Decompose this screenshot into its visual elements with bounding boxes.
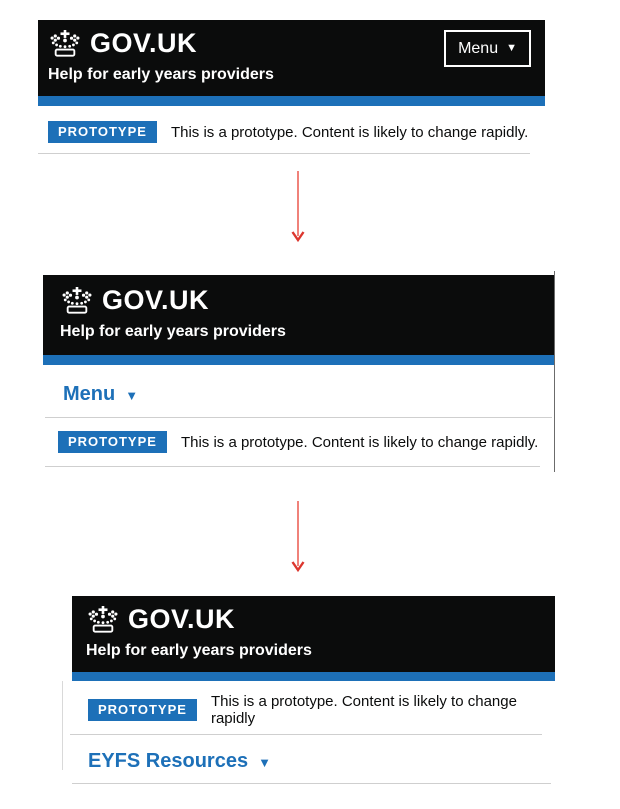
section-divider: [38, 153, 530, 154]
eyfs-resources-link-label: EYFS Resources: [88, 750, 249, 772]
govuk-header: [38, 20, 545, 96]
eyfs-resources-link[interactable]: [88, 750, 555, 773]
logo-row: [60, 285, 538, 316]
crown-icon: [60, 287, 94, 315]
prototype-text: This is a prototype. Content is likely to change rapidly.: [170, 123, 529, 141]
section-divider: [45, 417, 552, 418]
service-name: Help for early years providers: [86, 642, 312, 659]
stage-3-mockup: [62, 596, 555, 784]
prototype-banner: [88, 693, 555, 727]
govuk-logo-link[interactable]: [48, 28, 197, 59]
logo-row: [48, 28, 535, 59]
prototype-text: This is a prototype. Content is likely to change rapidly.: [180, 433, 539, 451]
stage-2-mockup: [43, 275, 555, 467]
govuk-logotype: GOV.UK: [90, 28, 198, 58]
chevron-down-icon: ▼: [258, 755, 271, 770]
prototype-banner: [48, 121, 545, 143]
header-accent-bar: [43, 355, 555, 365]
service-name: Help for early years providers: [60, 323, 286, 340]
govuk-logotype: GOV.UK: [102, 285, 210, 315]
menu-button[interactable]: [444, 30, 531, 67]
prototype-badge: PROTOTYPE: [48, 121, 157, 143]
crown-icon: [86, 606, 120, 634]
menu-link-label: Menu: [63, 383, 116, 405]
prototype-badge: PROTOTYPE: [88, 699, 197, 721]
govuk-logo-link[interactable]: [86, 604, 235, 635]
screenshot-right-edge: [554, 271, 555, 472]
stage-1-mockup: [38, 20, 545, 154]
section-divider: [72, 783, 551, 784]
flow-arrow-down: [290, 170, 306, 246]
govuk-logotype: GOV.UK: [128, 604, 236, 634]
menu-button-label: Menu: [458, 39, 499, 57]
header-accent-bar: [38, 96, 545, 106]
header-accent-bar: [72, 672, 555, 681]
flow-arrow-down: [290, 500, 306, 576]
govuk-header: [72, 596, 555, 672]
section-divider: [70, 734, 542, 735]
prototype-banner: [58, 431, 555, 453]
govuk-header: [43, 275, 555, 355]
crown-icon: [48, 30, 82, 58]
chevron-down-icon: ▼: [125, 388, 139, 403]
screenshot-left-edge: [62, 681, 63, 770]
section-divider: [45, 466, 540, 467]
govuk-logo-link[interactable]: [60, 285, 209, 316]
prototype-text: This is a prototype. Content is likely to change rapidly: [210, 693, 517, 727]
logo-row: [86, 604, 541, 635]
chevron-down-icon: ▼: [506, 42, 517, 54]
prototype-badge: PROTOTYPE: [58, 431, 167, 453]
service-name: Help for early years providers: [48, 66, 274, 83]
menu-link[interactable]: [63, 383, 555, 406]
